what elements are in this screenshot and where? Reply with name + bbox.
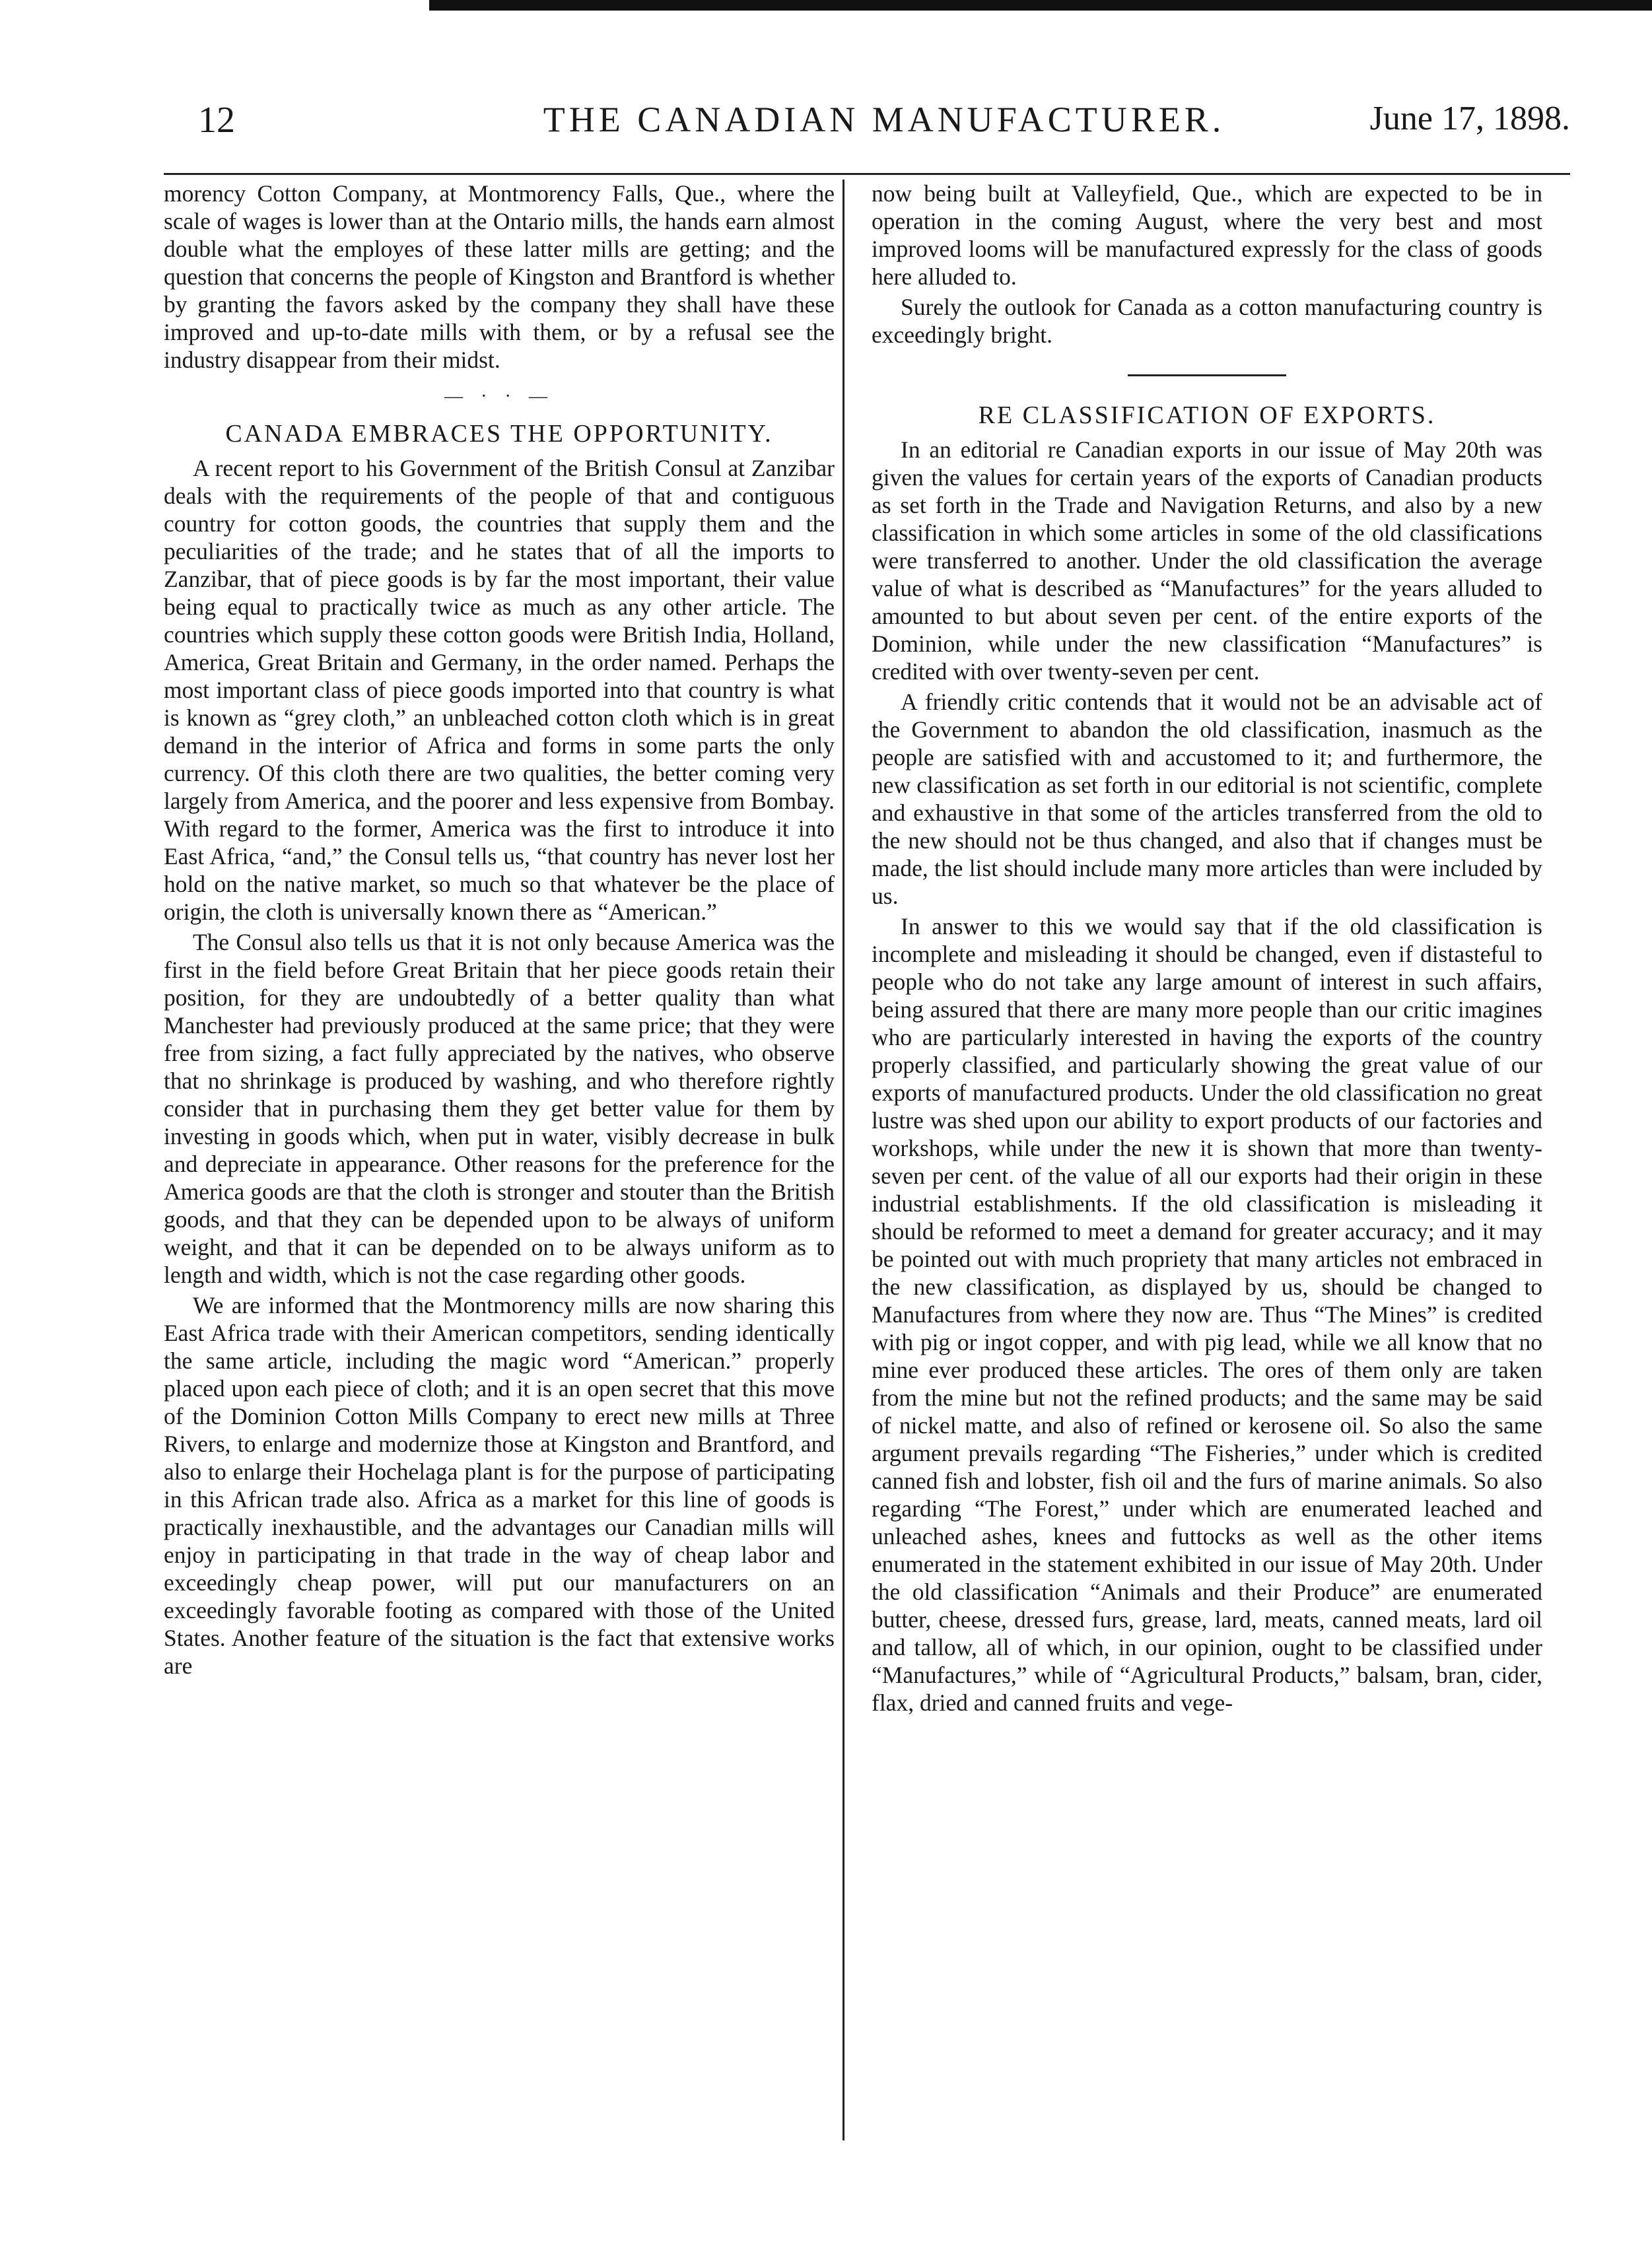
article-paragraph: A recent report to his Government of the British Consul at Zanzibar deals with the requirements of the people of that and contiguous country for cotton goods, the countries that supply them and the peculiarities of the trade; and he states that of all the imports to Zanzibar, that of piece goods is by far the most important, their value being equal to practically twice as much as any other article. The countries which supply these cotton goods were British India, Holland, America, Great Britain and Germany, in the order named. Perhaps the most important class of piece goods imported into that country is what is known as “grey cloth,” an unbleached cotton cloth which is in great demand in the interior of Africa and forms in some parts the only currency. Of this cloth there are two qualities, the better coming very largely from America, and the poorer and less expensive from Bombay. With regard to the former, America was the first to introduce it into East Africa, “and,” the Consul tells us, “that country has never lost her hold on the native market, so much so that whatever be the place of origin, the cloth is universally known there as “American.” xyxy=(164,455,835,925)
article-paragraph: In an editorial re Canadian exports in our issue of May 20th was given the values for certain years of the exports of Canadian products as set forth in the Trade and Navigation Returns, and also by a new classification in which some articles in some of the old classifications were transferred to another. Under the old classification the average value of what is described as “Manufactures” for the years alluded to amounted to but about seven per cent. of the entire exports of the Dominion, while under the new classification “Manufactures” is credited with over twenty-seven per cent. xyxy=(872,436,1542,685)
top-edge-bar xyxy=(429,0,1652,11)
continued-paragraph: now being built at Valleyfield, Que., which are expected to be in operation in the coming August, where the very best and most improved looms will be manufactured expressly for the class of goods here alluded to. xyxy=(872,180,1542,290)
issue-date: June 17, 1898. xyxy=(1369,100,1570,137)
article-heading: RE CLASSIFICATION OF EXPORTS. xyxy=(978,401,1436,429)
article-heading: CANADA EMBRACES THE OPPORTUNITY. xyxy=(225,420,773,448)
closing-paragraph: Surely the outlook for Canada as a cotton manufacturing country is exceedingly bright. xyxy=(872,294,1542,348)
publication-title: THE CANADIAN MANUFACTURER. xyxy=(543,100,1225,139)
page-number: 12 xyxy=(198,100,235,141)
continued-paragraph: morency Cotton Company, at Montmorency Falls, Que., where the scale of wages is lower than at the Ontario mills, the hands earn almost double what the employes of these latter mills are getting; and the question that concerns the people of Kingston and Brantford is whether by granting the favors asked by the company they shall have these improved and up-to-date mills with them, or by a refusal see the industry disappear from their midst. xyxy=(164,180,835,373)
section-separator: — · · — xyxy=(444,386,554,407)
page-header xyxy=(198,99,1570,158)
header-rule xyxy=(164,173,1570,175)
column-divider xyxy=(843,180,844,2140)
left-column xyxy=(164,180,835,1680)
article-paragraph: In answer to this we would say that if the old classification is incomplete and misleading it should be changed, even if distasteful to people who do not take any large amount of interest in such affairs, being assured that there are many more people than our critic imagines who are particularly interested in having the exports of the country properly classified, and particularly showing the great value of our exports of manufactured products. Under the old classification no great lustre was shed upon our ability to export products of our factories and workshops, while under the new it is shown that more than twenty-seven per cent. of the value of all our exports had their origin in these industrial establishments. If the old classification is misleading it should be reformed to meet a demand for greater accuracy; and it may be pointed out with much propriety that many articles not embraced in the new classification, as displayed by us, should be changed to Manufactures from where they now are. Thus “The Mines” is credited with pig or ingot copper, and with pig lead, while we all know that no mine ever produced these articles. The ores of them only are taken from the mine but not the refined products; and the same may be said of nickel matte, and also of refined or kerosene oil. So also the same argument prevails regarding “The Fisheries,” under which is credited canned fish and lobster, fish oil and the furs of marine animals. So also regarding “The Forest,” under which are enumerated leached and unleached ashes, knees and futtocks as well as the other items enumerated in the statement exhibited in our issue of May 20th. Under the old classification “Animals and their Produce” are enumerated butter, cheese, dressed furs, grease, lard, meats, canned meats, lard oil and tallow, all of which, in our opinion, ought to be classified under “Manufactures,” while of “Agricultural Products,” balsam, bran, cider, flax, dried and canned fruits and vege- xyxy=(872,913,1542,1716)
article-paragraph: A friendly critic contends that it would not be an advisable act of the Government to abandon the old classification, inasmuch as the people are satisfied with and accustomed to it; and furthermore, the new classification as set forth in our editorial is not scientific, complete and exhaustive in that some of the articles transferred from the old to the new should not be thus changed, and also that if changes must be made, the list should include many more articles than were included by us. xyxy=(872,689,1542,909)
article-paragraph: The Consul also tells us that it is not only because America was the first in the field before Great Britain that her piece goods retain their position, for they are undoubtedly of a better quality than what Manchester had previously produced at the same price; that they were free from sizing, a fact fully appreciated by the natives, who observe that no shrinkage is produced by washing, and who therefore rightly consider that in purchasing them they get better value for them by investing in goods which, when put in water, visibly decrease in bulk and depreciate in appearance. Other reasons for the preference for the America goods are that the cloth is stronger and stouter than the British goods, and that they can be depended upon to be always of uniform weight, and that it can be depended on to be always uniform as to length and width, which is not the case regarding other goods. xyxy=(164,929,835,1288)
article-paragraph: We are informed that the Montmorency mills are now sharing this East Africa trade with their American competitors, sending identically the same article, including the magic word “American.” properly placed upon each piece of cloth; and it is an open secret that this move of the Dominion Cotton Mills Company to erect new mills at Three Rivers, to enlarge and modernize those at Kingston and Brantford, and also to enlarge their Hochelaga plant is for the purpose of participating in this African trade also. Africa as a market for this line of goods is practically inexhaustible, and the advantages our Canadian mills will enjoy in participating in that trade in the way of cheap labor and exceedingly cheap power, will put our manufacturers on an exceedingly favorable footing as compared with those of the United States. Another feature of the situation is the fact that extensive works are xyxy=(164,1292,835,1679)
right-column xyxy=(872,180,1542,1717)
section-rule xyxy=(872,349,1542,401)
